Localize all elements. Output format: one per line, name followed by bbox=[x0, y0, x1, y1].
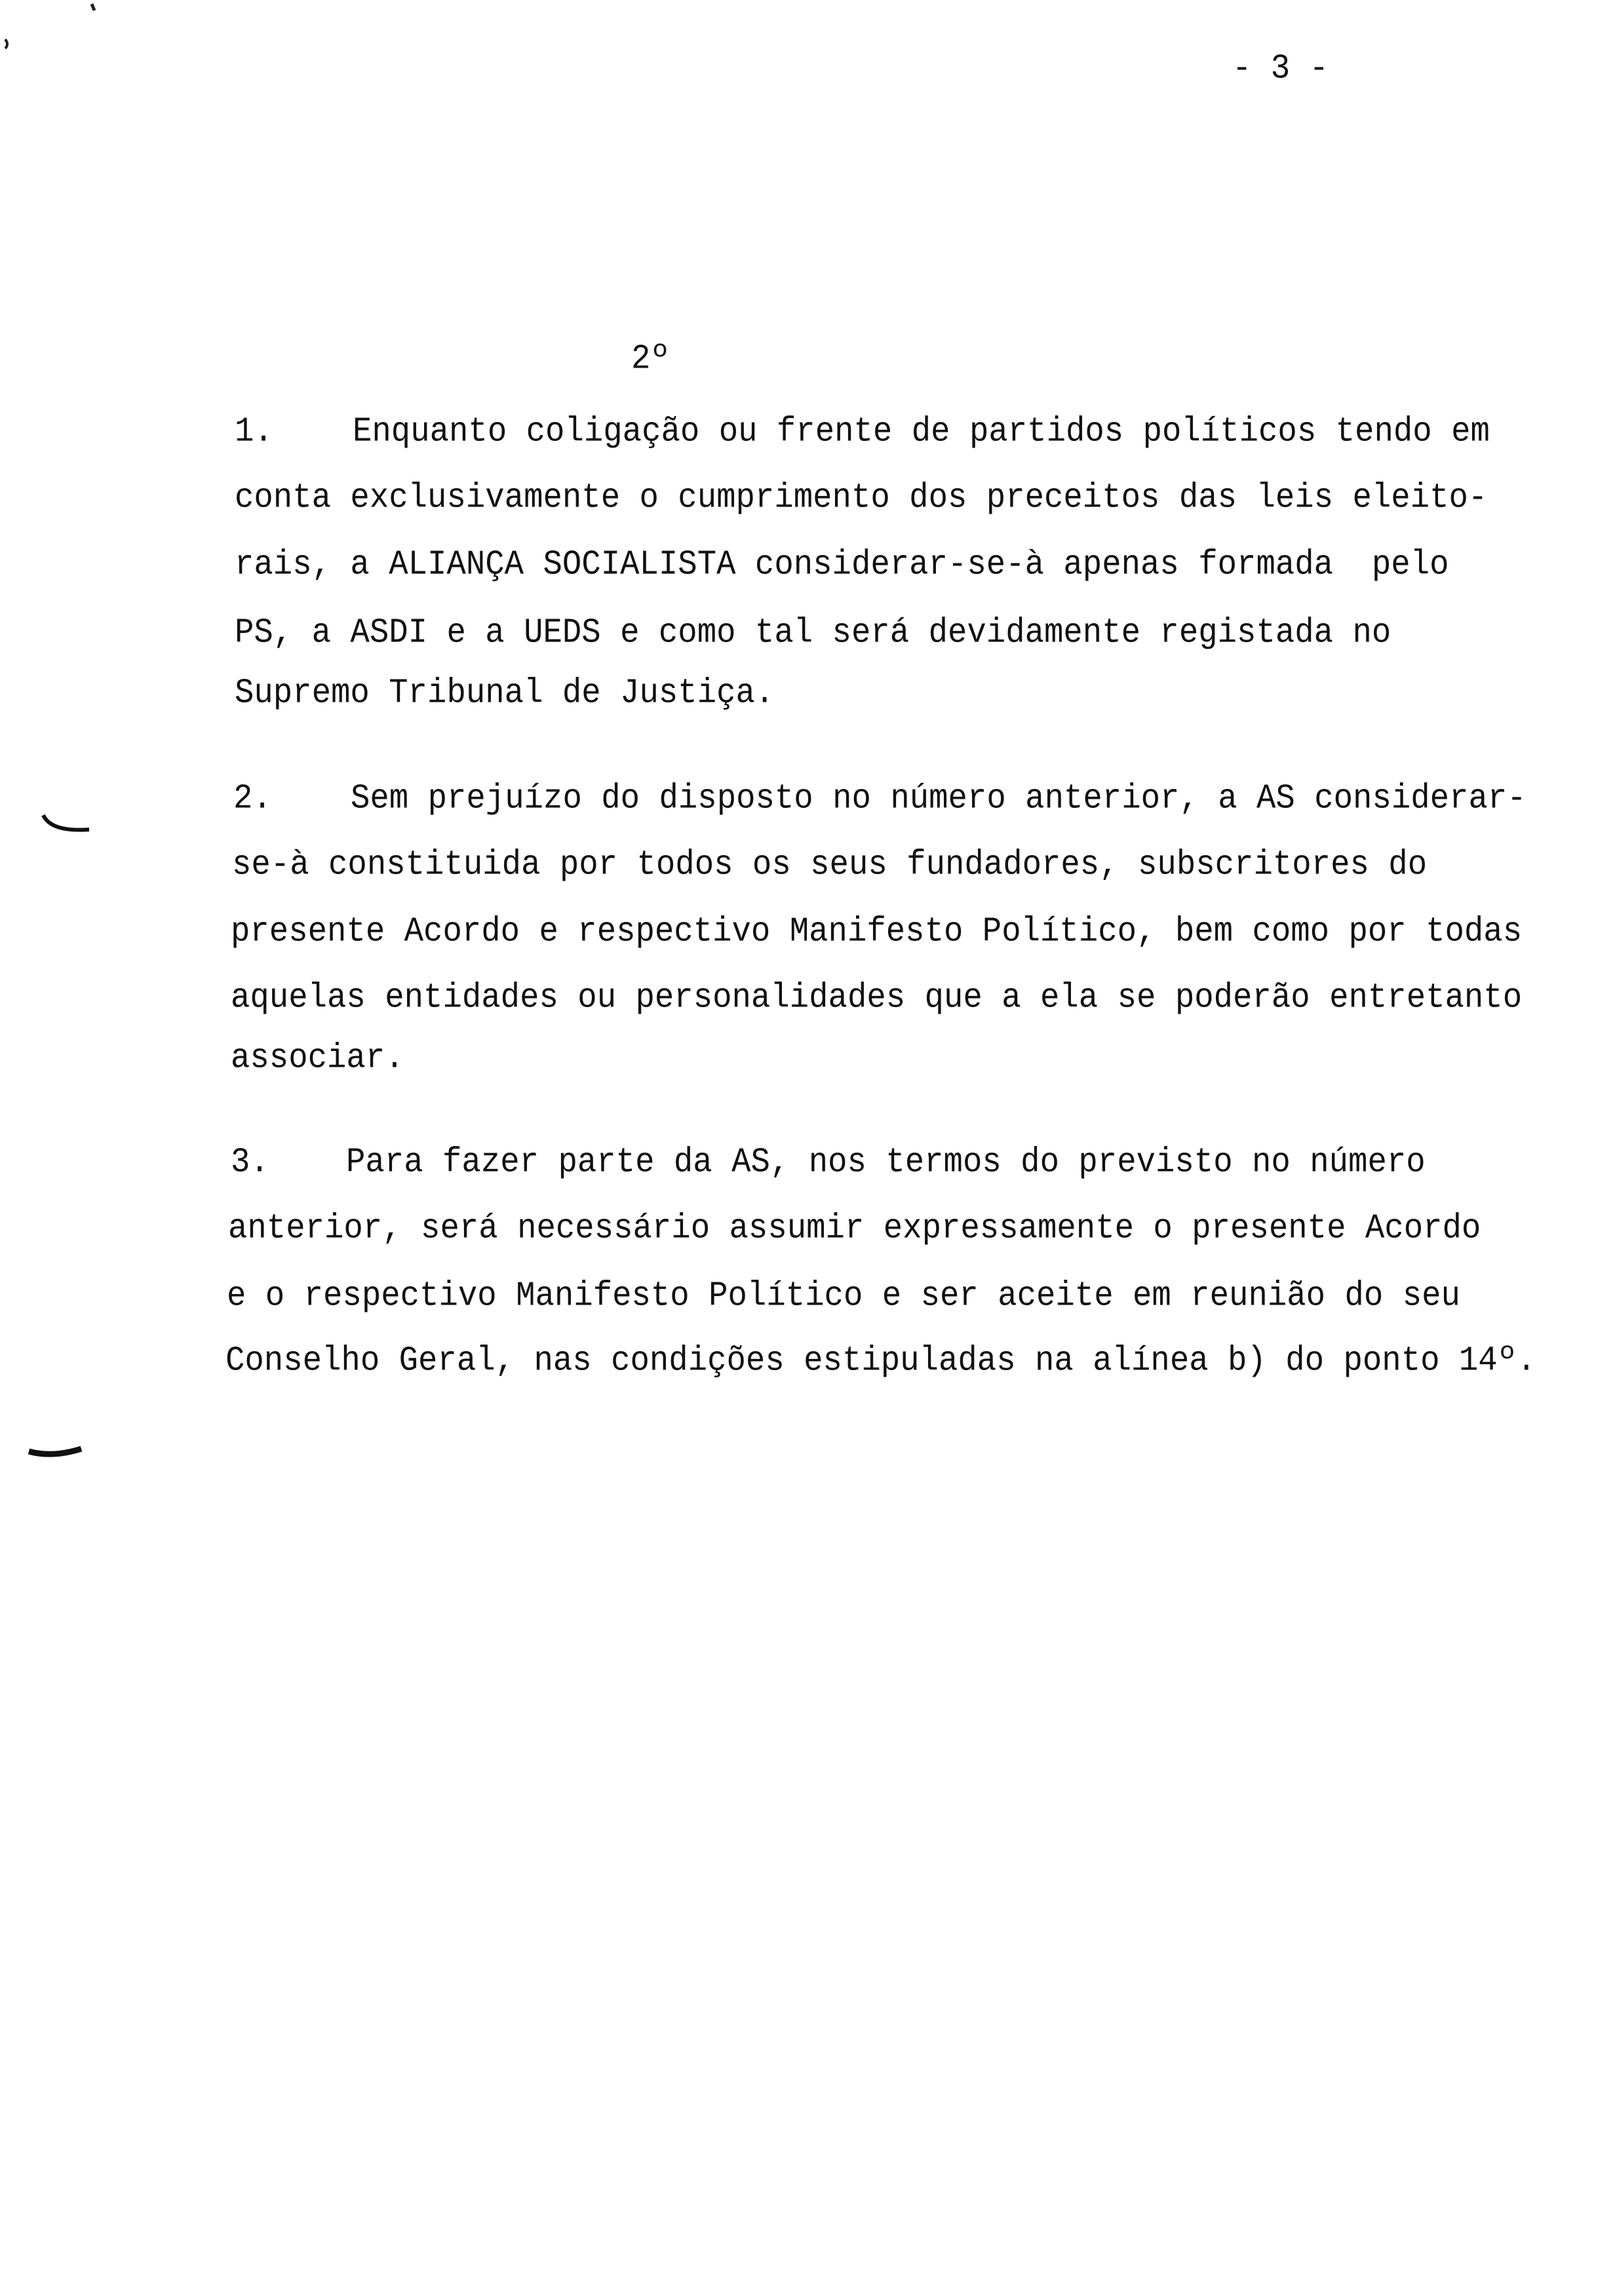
section-heading: 2º bbox=[631, 339, 670, 379]
paragraph-line: associar. bbox=[231, 1038, 404, 1078]
paragraph-number: 1. bbox=[235, 411, 273, 451]
paragraph-line: rais, a ALIANÇA SOCIALISTA considerar-se-à apenas formada pelo bbox=[235, 545, 1449, 584]
paragraph-line: Sem prejuízo do disposto no número anterior, a AS considerar- bbox=[351, 778, 1527, 818]
paragraph-number: 3. bbox=[231, 1142, 269, 1182]
page-number: - 3 - bbox=[1232, 48, 1329, 88]
paragraph-line: Enquanto coligação ou frente de partidos políticos tendo em bbox=[353, 411, 1490, 451]
punch-hole-mark bbox=[26, 1438, 92, 1471]
paragraph-line: e o respectivo Manifesto Político e ser aceite em reunião do seu bbox=[227, 1276, 1460, 1316]
paragraph-line: anterior, será necessário assumir expressamente o presente Acordo bbox=[228, 1208, 1481, 1248]
punch-hole-mark bbox=[39, 813, 98, 845]
paragraph-line: aquelas entidades ou personalidades que a ela se poderão entretanto bbox=[231, 978, 1523, 1018]
paragraph-line: PS, a ASDI e a UEDS e como tal será devidamente registada no bbox=[235, 613, 1391, 653]
paragraph-number: 2. bbox=[233, 778, 272, 818]
paragraph-line: Conselho Geral, nas condições estipuladas na alínea b) do ponto 14º. bbox=[225, 1341, 1536, 1381]
scan-speck-mark bbox=[0, 0, 118, 59]
paragraph-line: presente Acordo e respectivo Manifesto Político, bem como por todas bbox=[231, 911, 1523, 951]
paragraph-line: Supremo Tribunal de Justiça. bbox=[235, 673, 775, 713]
paragraph-line: se-à constituida por todos os seus fundadores, subscritores do bbox=[232, 845, 1428, 885]
paragraph-line: conta exclusivamente o cumprimento dos preceitos das leis eleito- bbox=[235, 478, 1488, 518]
paragraph-line: Para fazer parte da AS, nos termos do previsto no número bbox=[346, 1142, 1426, 1182]
